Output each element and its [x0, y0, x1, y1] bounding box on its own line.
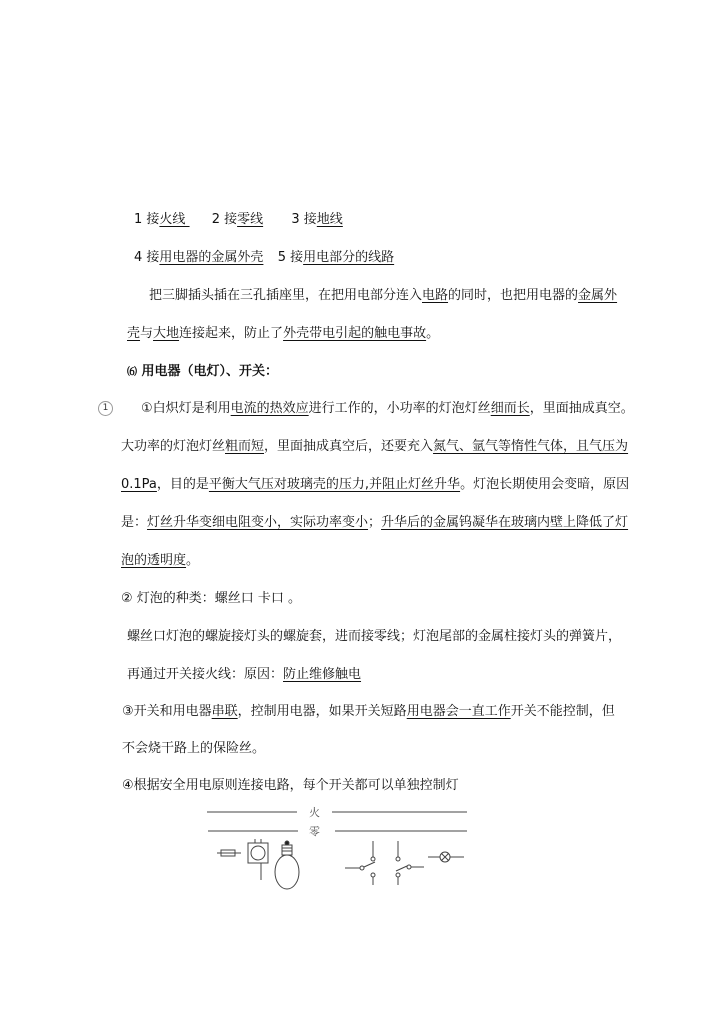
para2-line2 — [121, 438, 628, 456]
underlined-text: 用电器会一直工作 — [406, 704, 511, 719]
para2-line4 — [121, 514, 628, 532]
switch-2-icon — [396, 841, 424, 885]
underlined-text: 壳 — [127, 326, 141, 341]
text: 把三脚插头插在三孔插座里，在把用电部分连入 — [149, 288, 423, 303]
item-4-prefix: 4 接 — [134, 250, 160, 265]
underlined-text: 电路 — [422, 288, 449, 303]
item-5-prefix: 5 接 — [277, 250, 304, 265]
text: ，目的是 — [156, 477, 209, 492]
underlined-text: 大地 — [153, 326, 180, 341]
text: ③开关和用电器 — [122, 704, 212, 719]
fuse-icon — [217, 850, 241, 856]
para3-line1 — [121, 590, 301, 608]
text: 大功率的灯泡灯丝 — [121, 439, 226, 454]
text: ④根据安全用电原则连接电路，每个开关都可以单独控制灯 — [122, 778, 459, 793]
text: 。 — [426, 326, 440, 341]
text: 。 — [186, 553, 200, 568]
item-4-answer: 用电器的金属外壳 — [159, 250, 264, 265]
text: 。灯泡长期使用会变暗，原因 — [460, 477, 630, 492]
socket-icon — [248, 839, 268, 880]
text: 是： — [121, 515, 148, 530]
live-label: 火 — [309, 806, 320, 819]
item-3-answer: 地线 — [316, 212, 343, 227]
para2-line1 — [141, 400, 634, 418]
text: 开关不能控制，但 — [510, 704, 615, 719]
item-5-answer: 用电部分的线路 — [303, 250, 395, 265]
underlined-text: 外壳带电引起的触电事故 — [283, 326, 427, 341]
item-2-prefix: 2 接 — [211, 212, 238, 227]
para4-line2 — [122, 740, 265, 758]
para2-line3 — [121, 476, 629, 494]
underlined-text: 细而长 — [490, 401, 530, 416]
switch-1-icon — [345, 841, 375, 885]
underlined-text: 防止维修触电 — [283, 667, 362, 682]
underlined-text: 升华后的金属钨凝华在玻璃内壁上降低了灯 — [381, 515, 629, 530]
para3-line2 — [127, 628, 621, 646]
underlined-text: 氮气、氩气等惰性气体，且气压为 — [433, 439, 629, 454]
neutral-label: 零 — [309, 825, 320, 838]
list-row-1 — [134, 211, 343, 229]
text: ； — [368, 515, 382, 530]
section-number: ⑹ — [127, 367, 137, 378]
underlined-text: 灯丝升华变细电阻变小，实际功率变小 — [147, 515, 369, 530]
underlined-text: 电流的热效应 — [230, 401, 309, 416]
text: 再通过开关接火线：原因： — [127, 667, 284, 682]
lamp-symbol-icon — [428, 852, 464, 862]
item-1-answer: 火线 — [159, 212, 190, 227]
text: 不会烧干路上的保险丝。 — [122, 741, 266, 756]
text: ，里面抽成真空后，还要充入 — [264, 439, 434, 454]
bulb-icon — [275, 841, 299, 889]
underlined-text: 串联 — [211, 704, 238, 719]
text: 连接起来，防止了 — [179, 326, 284, 341]
underlined-text: 金属外 — [578, 288, 618, 303]
list-row-2 — [134, 249, 394, 267]
item-1-prefix: 1 接 — [134, 212, 160, 227]
text: ② 灯泡的种类：螺丝口 卡口 。 — [121, 591, 302, 606]
text: 螺丝口灯泡的螺旋接灯头的螺旋套，进而接零线；灯泡尾部的金属柱接灯头的弹簧片， — [127, 629, 622, 644]
item-2-answer: 零线 — [237, 212, 264, 227]
underlined-text: 粗而短 — [225, 439, 265, 454]
section-6-heading — [127, 363, 278, 382]
circuit-diagram — [200, 800, 480, 900]
underlined-text: 平衡大气压对玻璃壳的压力,并阻止灯丝升华 — [208, 477, 461, 492]
para4-line1 — [122, 703, 615, 721]
text: 的同时，也把用电器的 — [448, 288, 579, 303]
para1-line2 — [127, 325, 439, 343]
text: ，控制用电器，如果开关短路 — [237, 704, 407, 719]
item-3-prefix: 3 接 — [291, 212, 317, 227]
para1-line1 — [149, 287, 617, 305]
margin-comment-marker[interactable]: 1 — [98, 401, 113, 416]
underlined-text: 0.1Pa — [121, 477, 157, 492]
text: ①白炽灯是利用 — [141, 401, 231, 416]
para2-line5 — [121, 552, 199, 570]
text: 进行工作的，小功率的灯泡灯丝 — [308, 401, 491, 416]
text: 与 — [140, 326, 154, 341]
underlined-text: 泡的透明度 — [121, 553, 187, 568]
text: ，里面抽成真空。 — [529, 401, 634, 416]
para4-line3 — [122, 777, 459, 795]
section-title: 用电器（电灯）、开关： — [141, 364, 279, 379]
para3-line3 — [127, 666, 361, 684]
